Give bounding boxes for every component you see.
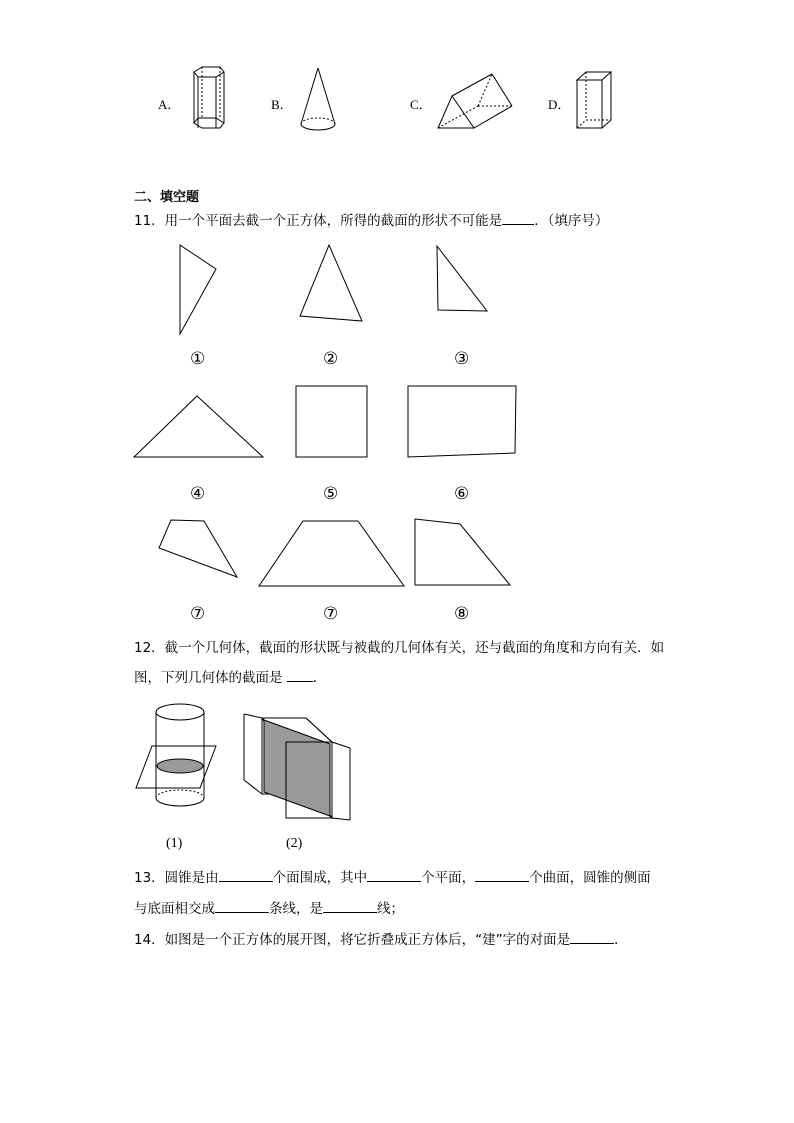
option-d-cuboid: [576, 70, 616, 132]
question-13-p2: 个面围成，其中: [272, 870, 368, 886]
question-12-blank[interactable]: [287, 667, 313, 682]
question-11-suffix: ．（填序号）: [534, 213, 609, 229]
label-7b: ⑦: [323, 604, 339, 624]
question-12-line2: [134, 663, 326, 693]
label-2: ②: [323, 349, 339, 369]
question-14-text: 14．如图是一个正方体的展开图，将它折叠成正方体后，“建”字的对面是: [134, 932, 571, 948]
section-title: 二、填空题: [134, 190, 200, 205]
shape-7b-trapezoid: [257, 519, 407, 589]
question-13-blank-5[interactable]: [323, 898, 377, 913]
question-13-blank-1[interactable]: [219, 867, 273, 882]
label-7: ⑦: [190, 604, 206, 624]
option-a-label: A．: [158, 97, 181, 112]
shape-3-right-triangle: [435, 244, 491, 314]
question-13-p3: 个平面，: [421, 870, 476, 886]
shape-4-triangle: [132, 394, 266, 460]
label-1: ①: [190, 349, 206, 369]
option-b-cone: [298, 66, 338, 134]
question-12-line2-suffix: ．: [312, 670, 327, 686]
question-12-line2-prefix: 图，下列几何体的截面是: [134, 670, 287, 686]
question-14-suffix: ．: [614, 932, 628, 948]
figure-2-cube-section: [242, 712, 354, 822]
question-13-p5: 与底面相交成: [134, 901, 215, 917]
label-4: ④: [190, 484, 206, 504]
question-13-p4: 个曲面，圆锥的侧面: [529, 870, 651, 886]
question-13-p7: 线；: [377, 901, 404, 917]
question-13-line2: [134, 894, 404, 924]
option-d-label: D．: [548, 97, 571, 112]
label-3: ③: [454, 349, 470, 369]
question-13-p6: 条线，是: [269, 901, 323, 917]
label-6: ⑥: [454, 484, 470, 504]
question-11-text: 11．用一个平面去截一个正方体，所得的截面的形状不可能是: [134, 213, 503, 229]
question-13-line1: [134, 863, 651, 893]
figure-1-cylinder-section: [134, 700, 220, 812]
question-14-blank[interactable]: [570, 929, 614, 944]
figure-1-label: (1): [166, 836, 183, 851]
option-c-triangular-prism: [436, 72, 516, 134]
shape-6-quadrilateral: [406, 384, 520, 460]
figure-2-label: (2): [286, 836, 303, 851]
option-c-label: C．: [410, 97, 432, 112]
shape-7-quadrilateral: [157, 518, 241, 580]
shape-2-triangle: [298, 243, 366, 323]
question-11-blank[interactable]: [502, 210, 534, 225]
question-13-blank-4[interactable]: [215, 898, 269, 913]
label-8: ⑧: [454, 604, 470, 624]
question-11: [134, 206, 608, 236]
question-14: [134, 925, 628, 955]
shape-5-square: [294, 384, 370, 460]
shape-1-triangle: [176, 243, 220, 337]
question-13-blank-3[interactable]: [475, 867, 529, 882]
option-b-label: B．: [271, 97, 293, 112]
question-13-blank-2[interactable]: [367, 867, 421, 882]
label-5: ⑤: [323, 484, 339, 504]
question-13-p1: 13．圆锥是由: [134, 870, 219, 886]
question-12-line1: 12．截一个几何体，截面的形状既与被截的几何体有关，还与截面的角度和方向有关．如: [134, 640, 665, 656]
option-a-hexagonal-prism: [186, 66, 226, 134]
shape-8-quadrilateral: [412, 517, 514, 589]
